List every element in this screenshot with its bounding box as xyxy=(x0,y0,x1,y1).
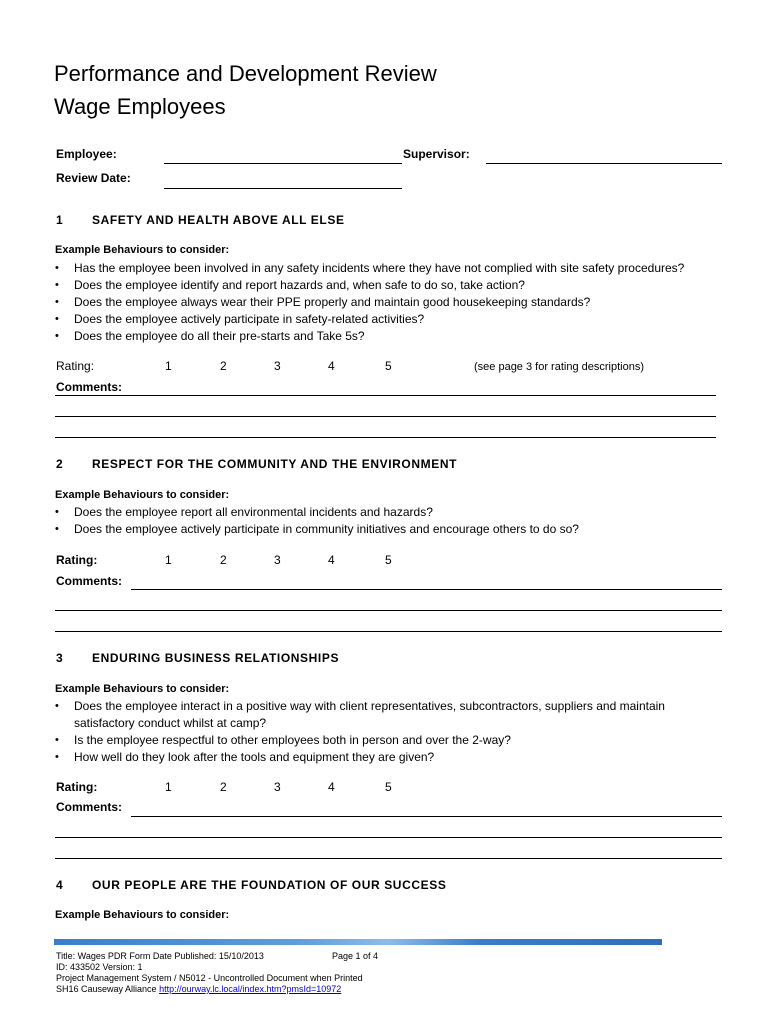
rating-option-3[interactable]: 3 xyxy=(274,780,281,794)
comment-line[interactable] xyxy=(55,837,722,838)
rating-label: Rating: xyxy=(56,780,98,794)
footer-link[interactable]: http://ourway.lc.local/index.htm?pmsId=10972 xyxy=(159,984,342,994)
list-item: • Has the employee been involved in any safety incidents where they have not complied with site safety procedures? xyxy=(55,260,725,277)
section-heading: OUR PEOPLE ARE THE FOUNDATION OF OUR SUCCESS xyxy=(92,878,447,892)
comments-label: Comments: xyxy=(56,380,123,394)
footer-org: SH16 Causeway Alliance xyxy=(56,984,160,994)
footer-divider-bar xyxy=(54,939,662,945)
comment-line[interactable] xyxy=(55,395,716,396)
comment-line[interactable] xyxy=(131,589,722,590)
comment-line[interactable] xyxy=(55,631,722,632)
rating-option-1[interactable]: 1 xyxy=(165,359,172,373)
section-heading: ENDURING BUSINESS RELATIONSHIPS xyxy=(92,651,340,665)
example-behaviours-label: Example Behaviours to consider: xyxy=(55,909,230,921)
review-date-field[interactable] xyxy=(164,188,402,189)
section-heading: RESPECT FOR THE COMMUNITY AND THE ENVIRONMENT xyxy=(92,457,458,471)
employee-field[interactable] xyxy=(164,163,402,164)
list-item: • Is the employee respectful to other employees both in person and over the 2-way? xyxy=(55,732,710,749)
comments-label: Comments: xyxy=(56,574,123,588)
list-item: • Does the employee identify and report hazards and, when safe to do so, take action? xyxy=(55,277,725,294)
rating-option-4[interactable]: 4 xyxy=(328,780,335,794)
footer-title: Title: Wages PDR Form Date Published: 15/10/2013 xyxy=(56,951,264,961)
list-item: • Does the employee actively participate in safety-related activities? xyxy=(55,311,725,328)
rating-option-4[interactable]: 4 xyxy=(328,359,335,373)
section-number: 1 xyxy=(56,213,63,227)
comment-line[interactable] xyxy=(55,416,716,417)
rating-option-5[interactable]: 5 xyxy=(385,780,392,794)
list-item: • Does the employee interact in a positive way with client representatives, subcontractors, suppliers and maintain satisfactory conduct whilst at camp? xyxy=(55,698,710,732)
rating-option-5[interactable]: 5 xyxy=(385,553,392,567)
behaviour-list xyxy=(55,260,725,345)
rating-option-2[interactable]: 2 xyxy=(220,359,227,373)
page-number: Page 1 of 4 xyxy=(332,951,379,961)
section-number: 2 xyxy=(56,457,63,471)
section-number: 4 xyxy=(56,878,63,892)
list-item: • Does the employee actively participate in community initiatives and encourage others to do so? xyxy=(55,521,725,538)
comments-label: Comments: xyxy=(56,800,123,814)
rating-option-2[interactable]: 2 xyxy=(220,780,227,794)
example-behaviours-label: Example Behaviours to consider: xyxy=(55,244,230,256)
supervisor-label: Supervisor: xyxy=(403,147,470,161)
list-item: • Does the employee always wear their PPE properly and maintain good housekeeping standards? xyxy=(55,294,725,311)
section-number: 3 xyxy=(56,651,63,665)
rating-label: Rating: xyxy=(56,553,98,567)
review-date-label: Review Date: xyxy=(56,171,131,185)
rating-option-3[interactable]: 3 xyxy=(274,553,281,567)
example-behaviours-label: Example Behaviours to consider: xyxy=(55,683,230,695)
comment-line[interactable] xyxy=(55,858,722,859)
rating-note: (see page 3 for rating descriptions) xyxy=(474,361,644,373)
comment-line[interactable] xyxy=(55,437,716,438)
rating-option-1[interactable]: 1 xyxy=(165,553,172,567)
supervisor-field[interactable] xyxy=(486,163,722,164)
behaviour-list xyxy=(55,698,710,766)
example-behaviours-label: Example Behaviours to consider: xyxy=(55,489,230,501)
rating-option-5[interactable]: 5 xyxy=(385,359,392,373)
footer-link-line xyxy=(56,984,341,994)
employee-label: Employee: xyxy=(56,147,117,161)
behaviour-list xyxy=(55,504,725,538)
rating-option-3[interactable]: 3 xyxy=(274,359,281,373)
list-item: • Does the employee do all their pre-starts and Take 5s? xyxy=(55,328,725,345)
rating-label: Rating: xyxy=(56,359,95,373)
rating-option-4[interactable]: 4 xyxy=(328,553,335,567)
list-item: • How well do they look after the tools and equipment they are given? xyxy=(55,749,710,766)
list-item: • Does the employee report all environmental incidents and hazards? xyxy=(55,504,725,521)
rating-option-2[interactable]: 2 xyxy=(220,553,227,567)
comment-line[interactable] xyxy=(55,610,722,611)
section-heading: SAFETY AND HEALTH ABOVE ALL ELSE xyxy=(92,213,345,227)
page-subtitle: Wage Employees xyxy=(54,94,226,119)
page-title: Performance and Development Review xyxy=(54,61,437,86)
comment-line[interactable] xyxy=(131,816,722,817)
footer-disclaimer: Project Management System / N5012 - Uncontrolled Document when Printed xyxy=(56,973,363,983)
footer-id: ID: 433502 Version: 1 xyxy=(56,962,143,972)
rating-option-1[interactable]: 1 xyxy=(165,780,172,794)
